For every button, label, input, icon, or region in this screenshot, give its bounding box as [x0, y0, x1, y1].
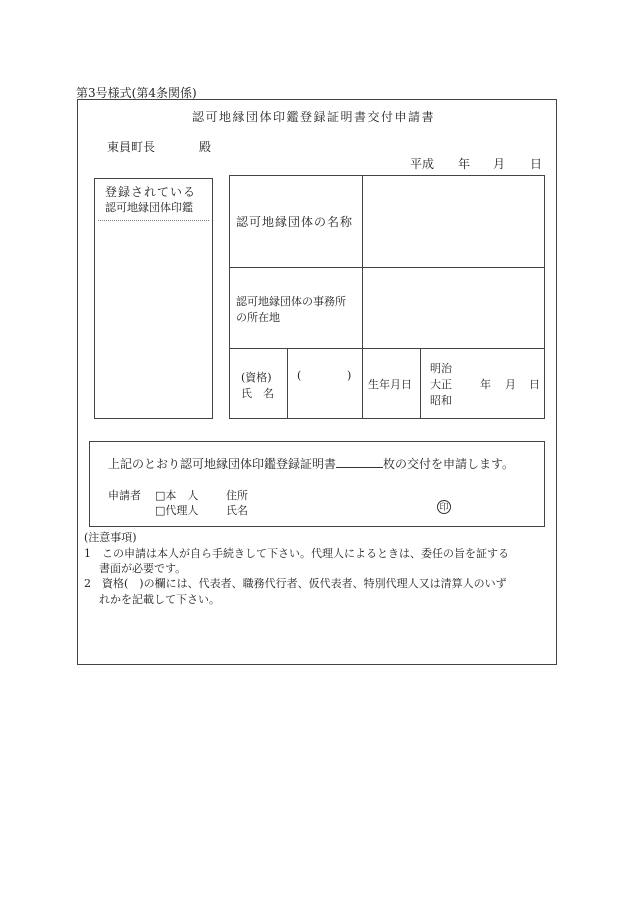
request-sentence-after: 枚の交付を申請します。: [383, 457, 515, 471]
applicant-name-field[interactable]: [256, 500, 426, 514]
seal-box-label-line1: 登録されている: [105, 185, 197, 199]
date-year-label: 年: [458, 157, 471, 171]
date-era: 平成: [410, 157, 435, 171]
applicant-agent-checkbox[interactable]: □代理人: [155, 504, 199, 517]
person-name-label: 氏 名: [241, 387, 274, 400]
qualification-paren-open: (: [297, 369, 302, 382]
era-showa-option[interactable]: 昭和: [430, 394, 452, 407]
office-address-label-line2: の所在地: [236, 311, 280, 324]
request-sentence: [108, 455, 514, 472]
note-1-line-1: 1 この申請は本人が自ら手続きして下さい。代理人によるときは、委任の旨を証する: [84, 547, 509, 560]
qualification-paren-close: ): [347, 369, 352, 382]
seal-box-label-line2: 認可地縁団体印鑑: [105, 201, 193, 214]
org-name-field[interactable]: [366, 179, 541, 263]
qualification-label: (資格): [241, 371, 272, 384]
table-row-divider-2: [229, 348, 545, 349]
birth-month-label: 月: [505, 378, 516, 391]
applicant-address-label: 住所: [226, 489, 248, 502]
qualification-name-field[interactable]: [291, 352, 358, 415]
note-2-line-1: 2 資格( )の欄には、代表者、職務代行者、仮代表者、特別代理人又は清算人のいず: [84, 577, 507, 590]
note-1-line-2: 書面が必要です。: [99, 562, 187, 575]
birthdate-label: 生年月日: [368, 378, 412, 391]
office-address-field[interactable]: [366, 271, 541, 344]
table-birthdate-column-divider: [420, 348, 421, 419]
notes-heading: (注意事項): [84, 531, 137, 544]
org-name-label: 認可地縁団体の名称: [236, 215, 354, 229]
date-month-label: 月: [493, 157, 506, 171]
seal-box-divider: [98, 220, 209, 221]
addressee-honorific: 殿: [199, 140, 212, 154]
request-sentence-before: 上記のとおり認可地縁団体印鑑登録証明書: [108, 457, 337, 471]
table-name-column-divider: [287, 348, 288, 419]
form-number: 第3号様式(第4条関係): [76, 86, 197, 100]
birth-year-label: 年: [480, 378, 491, 391]
era-taisho-option[interactable]: 大正: [430, 378, 452, 391]
table-column-divider: [362, 175, 363, 419]
applicant-label: 申請者: [108, 489, 141, 502]
date-day-label: 日: [530, 157, 543, 171]
birth-day-label: 日: [529, 378, 540, 391]
table-row-divider-1: [229, 267, 545, 268]
addressee-name: 東員町長: [107, 140, 156, 154]
note-2-line-2: れかを記載して下さい。: [99, 593, 220, 606]
applicant-self-checkbox[interactable]: □本 人: [155, 489, 199, 502]
applicant-name-label: 氏名: [226, 504, 248, 517]
copies-count-field[interactable]: [336, 456, 383, 468]
applicant-address-field[interactable]: [256, 485, 426, 499]
era-meiji-option[interactable]: 明治: [430, 362, 452, 375]
page-title: 認可地縁団体印鑑登録証明書交付申請書: [192, 110, 436, 124]
office-address-label-line1: 認可地縁団体の事務所: [236, 295, 346, 308]
seal-stamp-mark: 印: [437, 500, 451, 514]
